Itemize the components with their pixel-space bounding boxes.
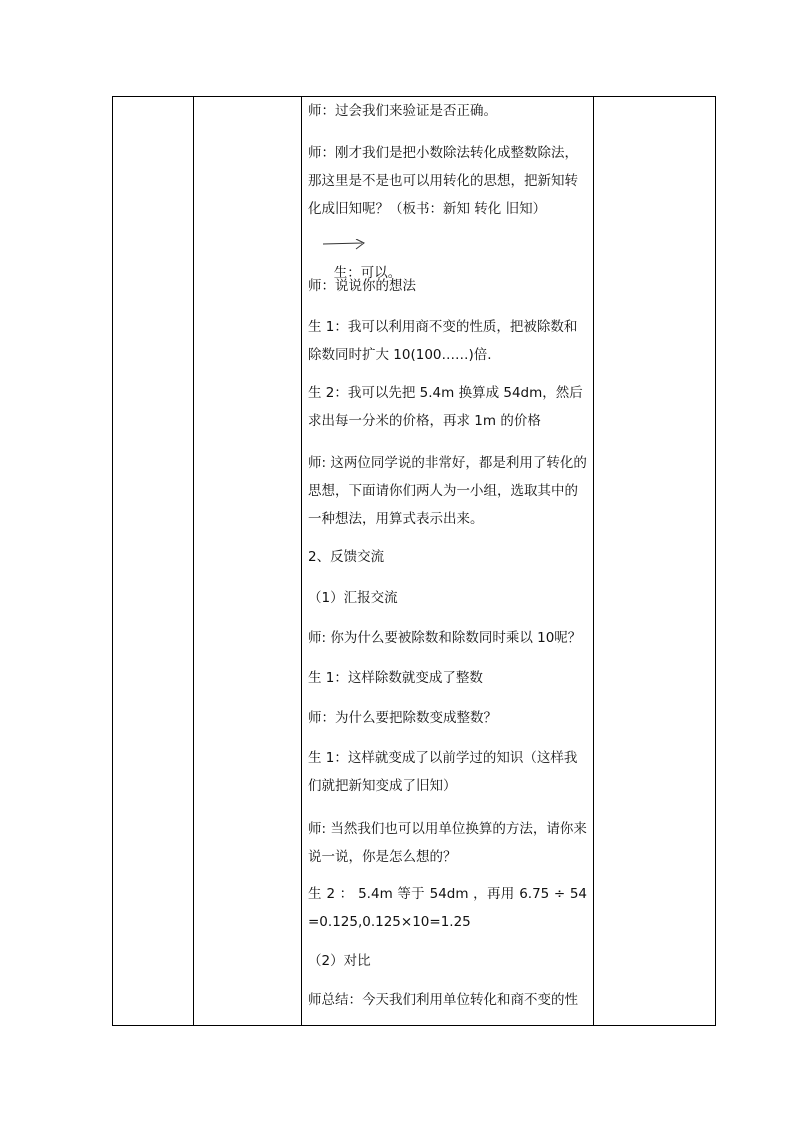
paragraph-teacher-summary: 师总结：今天我们利用单位转化和商不变的性: [308, 992, 578, 1008]
paragraph-student2-idea: 生 2：我可以先把 5.4m 换算成 54dm，然后求出每一分米的价格，再求 1m 的价格: [308, 385, 583, 429]
section-heading-feedback: 2、反馈交流: [308, 549, 385, 565]
lesson-table: [112, 96, 716, 1026]
column-divider: [593, 97, 594, 1025]
paragraph-student2-calculation: 生 2 ： 5.4m 等于 54dm ，再用 6.75 ÷ 54=0.125,0.125×10=1.25: [308, 886, 587, 930]
subheading-compare: （2）对比: [308, 953, 371, 969]
subheading-report: （1）汇报交流: [308, 590, 398, 606]
paragraph-teacher-why-multiply: 师: 你为什么要被除数和除数同时乘以 10呢？: [308, 630, 582, 646]
student-reply-text: 生：可以。: [333, 265, 402, 281]
paragraph-teacher-praise: 师: 这两位同学说的非常好，都是利用了转化的思想，下面请你们两人为一小组，选取其中的一种想法，用算式表示出来。: [308, 455, 587, 527]
paragraph-student1-integer: 生 1：这样除数就变成了整数: [308, 670, 483, 686]
teaching-process-cell: [302, 97, 593, 1025]
paragraph-student1-idea: 生 1：我可以利用商不变的性质，把被除数和除数同时扩大 10(100……)倍.: [308, 319, 578, 363]
column-divider: [193, 97, 194, 1025]
paragraph-teacher-ask-ideas: 师：说说你的想法: [308, 278, 416, 294]
paragraph-teacher-why-integer: 师：为什么要把除数变成整数？: [308, 710, 497, 726]
paragraph-teacher-unit-conversion: 师: 当然我们也可以用单位换算的方法，请你来说一说，你是怎么想的？: [308, 821, 587, 865]
handwritten-strike-mark: [322, 239, 374, 251]
paragraph-student1-old-knowledge: 生 1：这样就变成了以前学过的知识（这样我们就把新知变成了旧知）: [308, 750, 578, 794]
paragraph-teacher-transform: 师：刚才我们是把小数除法转化成整数除法，那这里是不是也可以用转化的思想，把新知转化成旧知呢？（板书：新知 转化 旧知）: [308, 145, 578, 217]
paragraph-teacher-verify: 师：过会我们来验证是否正确。: [308, 103, 497, 119]
